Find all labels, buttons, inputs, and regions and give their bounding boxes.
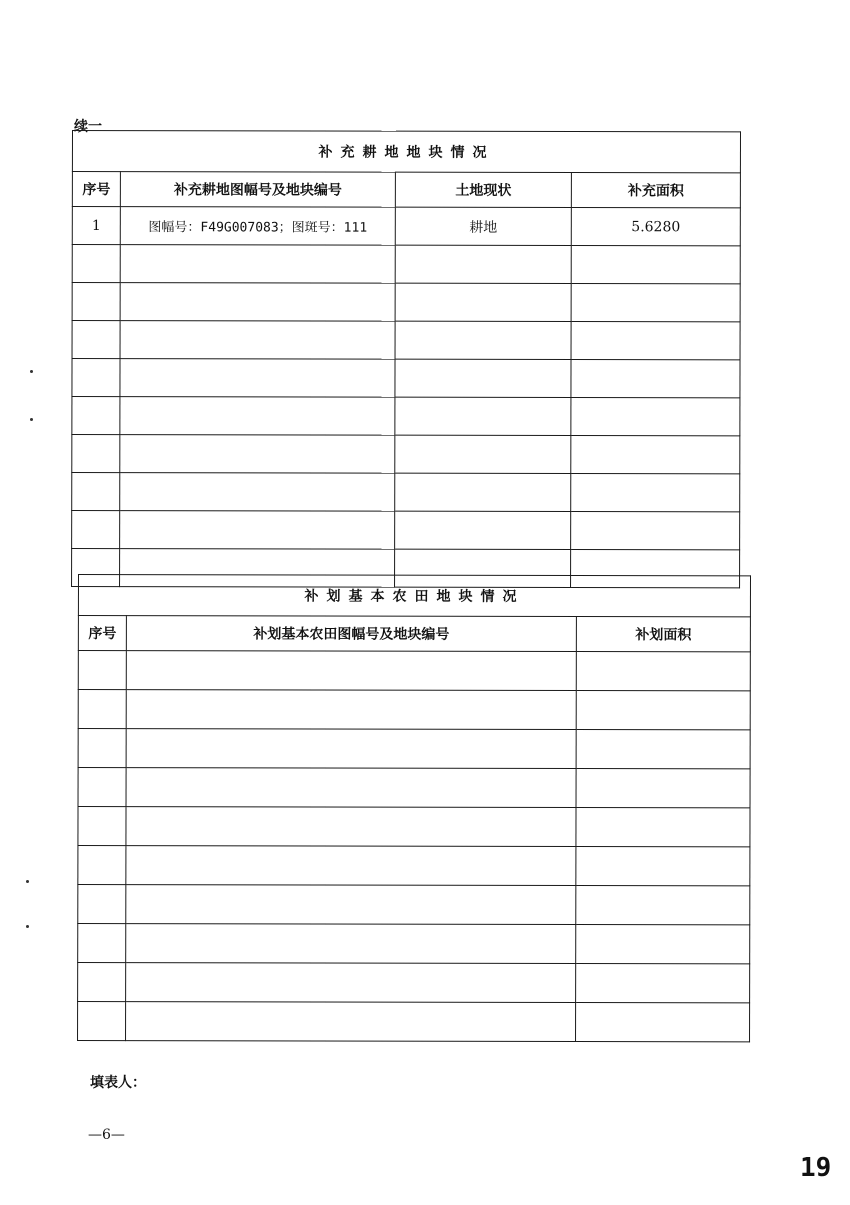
map-plot-number	[120, 245, 395, 284]
table-row	[78, 807, 750, 847]
table-row	[78, 651, 750, 691]
table-row	[72, 321, 740, 360]
table-row	[72, 511, 740, 550]
area-value	[576, 925, 750, 964]
row-index	[72, 359, 120, 397]
land-status	[395, 511, 571, 549]
land-status	[395, 397, 571, 435]
map-plot-number: 图幅号：F49G007083；图斑号：111	[120, 207, 395, 246]
map-plot-number	[126, 768, 576, 808]
row-index	[72, 397, 120, 435]
header-index: 序号	[72, 172, 120, 207]
map-plot-number	[126, 690, 576, 730]
map-plot-number	[126, 1002, 576, 1042]
section2-title: 补划基本农田地块情况	[78, 575, 750, 617]
land-status	[395, 321, 571, 359]
row-index	[72, 473, 120, 511]
area-value	[571, 512, 740, 550]
map-plot-number	[126, 807, 576, 847]
row-index	[78, 807, 126, 846]
area-value	[576, 691, 750, 730]
area-value	[571, 398, 740, 436]
row-index	[72, 283, 120, 321]
supplementary-farmland-table	[71, 130, 741, 588]
supplementary-basic-farmland-table	[77, 574, 751, 1042]
area-value	[571, 246, 740, 284]
row-index	[78, 846, 126, 885]
section1-title: 补充耕地地块情况	[72, 131, 740, 173]
table-row	[78, 768, 750, 808]
page-number: —6—	[88, 1127, 125, 1143]
map-plot-number	[120, 397, 395, 436]
row-index	[78, 885, 126, 924]
row-index	[72, 435, 120, 473]
area-value	[576, 652, 750, 691]
table-row	[72, 473, 740, 512]
map-plot-number	[120, 359, 395, 398]
map-plot-number	[126, 651, 576, 691]
table-row	[72, 435, 740, 474]
stamp-number: 19	[800, 1153, 832, 1183]
map-plot-number	[126, 963, 576, 1003]
row-index	[72, 321, 120, 359]
map-plot-number	[126, 729, 576, 769]
scan-speck	[26, 925, 29, 928]
continued-label: 续一	[74, 119, 102, 135]
scan-speck	[26, 880, 29, 883]
table-row	[78, 846, 750, 886]
area-value	[571, 474, 740, 512]
area-value	[576, 808, 750, 847]
land-status: 耕地	[395, 207, 571, 245]
map-plot-number	[120, 511, 395, 550]
table-row	[78, 690, 750, 730]
row-index	[78, 768, 126, 807]
row-index	[78, 651, 126, 690]
row-index	[78, 690, 126, 729]
row-index: 1	[72, 207, 120, 245]
header-area: 补划面积	[576, 617, 750, 652]
scan-speck	[30, 370, 33, 373]
table-row	[72, 359, 740, 398]
table-row	[78, 963, 750, 1003]
map-plot-number	[120, 283, 395, 322]
map-plot-number	[126, 846, 576, 886]
table-row	[72, 397, 740, 436]
row-index	[78, 729, 126, 768]
row-index	[78, 924, 126, 963]
area-value	[571, 322, 740, 360]
form-filler-label: 填表人：	[90, 1075, 146, 1091]
table-row	[72, 283, 740, 322]
area-value	[571, 436, 740, 474]
area-value	[571, 284, 740, 322]
header-map-plot-number: 补充耕地图幅号及地块编号	[120, 172, 395, 208]
header-land-status: 土地现状	[395, 172, 571, 207]
scan-speck	[30, 418, 33, 421]
map-plot-number	[126, 924, 576, 964]
map-plot-number	[120, 321, 395, 360]
land-status	[395, 283, 571, 321]
table-row	[72, 245, 740, 284]
area-value	[576, 730, 750, 769]
row-index	[78, 963, 126, 1002]
area-value	[576, 1003, 750, 1042]
area-value	[576, 964, 750, 1003]
map-plot-number	[126, 885, 576, 925]
area-value	[576, 847, 750, 886]
row-index	[72, 511, 120, 549]
area-value	[576, 886, 750, 925]
table-row	[72, 207, 740, 246]
header-map-plot-number: 补划基本农田图幅号及地块编号	[126, 616, 576, 652]
land-status	[395, 359, 571, 397]
land-status	[395, 245, 571, 283]
area-value: 5.6280	[571, 208, 740, 246]
header-index: 序号	[78, 616, 126, 651]
table-row	[78, 885, 750, 925]
header-area: 补充面积	[571, 173, 740, 208]
land-status	[395, 435, 571, 473]
table-row	[78, 924, 750, 964]
area-value	[571, 360, 740, 398]
row-index	[78, 1002, 126, 1041]
land-status	[395, 473, 571, 511]
area-value	[576, 769, 750, 808]
map-plot-number	[120, 435, 395, 474]
table-row	[78, 729, 750, 769]
row-index	[72, 245, 120, 283]
table-row	[78, 1002, 750, 1042]
map-plot-number	[120, 473, 395, 512]
